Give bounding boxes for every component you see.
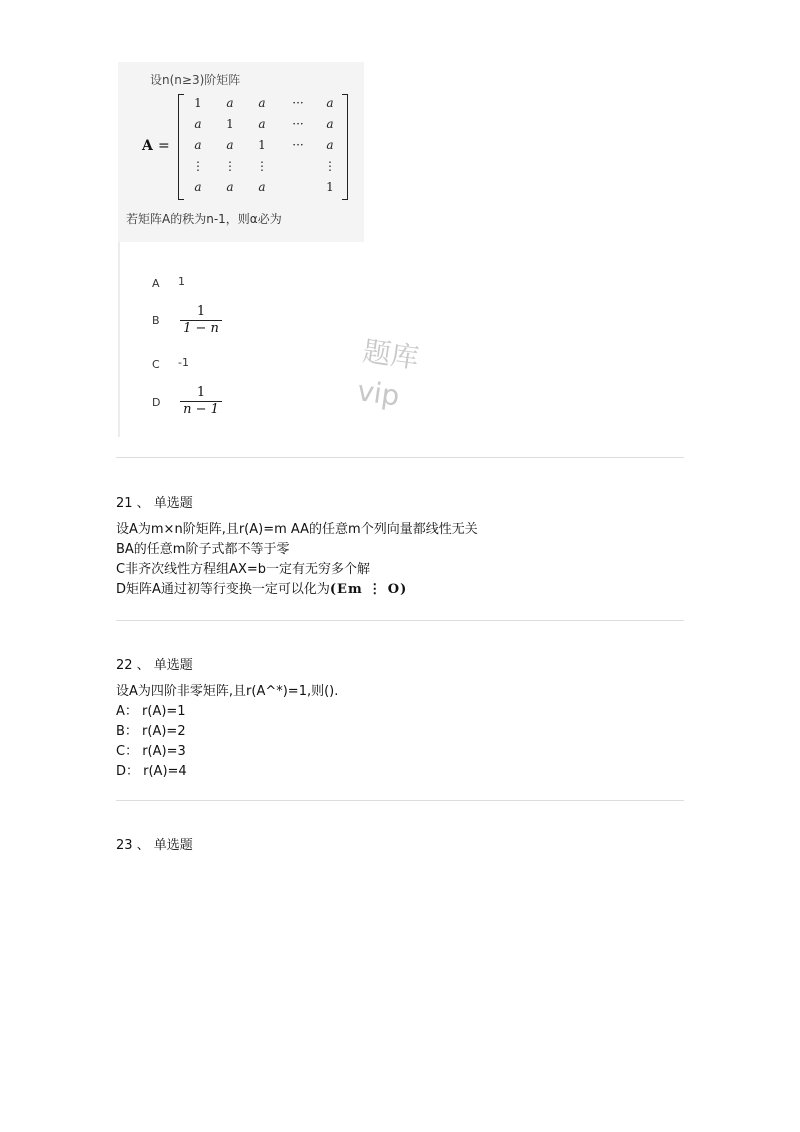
matrix-cell: a xyxy=(194,180,202,194)
option-d: D： r(A)=4 xyxy=(116,764,187,779)
divider xyxy=(116,800,684,801)
question-23 xyxy=(116,836,193,856)
matrix-cell: a xyxy=(258,180,266,194)
question-header: 23 、 单选题 xyxy=(116,838,193,853)
matrix-right-bracket xyxy=(342,94,348,200)
em-o-formula: (Em ⋮ O) xyxy=(329,582,408,597)
question-21 xyxy=(116,494,478,600)
option-b-denominator: 1 − n xyxy=(183,321,219,336)
matrix-cell: ⋮ xyxy=(224,159,236,173)
matrix-cell: ⋮ xyxy=(324,159,336,173)
matrix-cell: a xyxy=(326,96,334,110)
question-stem: 设n(n≥3)阶矩阵 xyxy=(150,73,241,87)
question-header: 22 、 单选题 xyxy=(116,658,193,673)
option-b-numerator: 1 xyxy=(196,304,206,319)
question-image xyxy=(118,62,364,437)
divider xyxy=(116,620,684,621)
matrix-cell: a xyxy=(258,96,266,110)
matrix-cell: ⋮ xyxy=(256,159,268,173)
matrix-cell: a xyxy=(326,117,334,131)
matrix-cell: a xyxy=(258,117,266,131)
matrix-cell: 1 xyxy=(194,96,202,110)
option-b: B： r(A)=2 xyxy=(116,724,186,739)
matrix-cell: 1 xyxy=(258,138,266,152)
matrix-cell: ⋮ xyxy=(192,159,204,173)
question-image-options-area xyxy=(118,242,364,437)
option-c-key: C xyxy=(152,358,160,371)
option-a-value: 1 xyxy=(178,275,185,288)
question-line-with-formula xyxy=(116,580,478,600)
matrix-cell: a xyxy=(226,180,234,194)
option-a-key: A xyxy=(152,277,160,290)
question-22 xyxy=(116,656,338,782)
matrix-cell: a xyxy=(194,117,202,131)
matrix xyxy=(178,92,348,202)
matrix-left-bracket xyxy=(178,94,184,200)
watermark-line2: vip xyxy=(355,374,402,413)
option-b-key: B xyxy=(152,314,160,327)
matrix-cell: 1 xyxy=(326,180,334,194)
matrix-cell: a xyxy=(326,138,334,152)
divider xyxy=(116,457,684,458)
matrix-cell: a xyxy=(226,96,234,110)
option-d-denominator: n − 1 xyxy=(183,402,219,417)
matrix-cell: a xyxy=(194,138,202,152)
matrix-cell: ··· xyxy=(292,117,304,131)
question-line: 设A为m×n阶矩阵,且r(A)=m AA的任意m个列向量都线性无关 xyxy=(116,522,478,537)
matrix-cell: ··· xyxy=(292,96,304,110)
option-b-fraction xyxy=(180,305,222,336)
matrix-cell: ··· xyxy=(292,138,304,152)
matrix-cell: 1 xyxy=(226,117,234,131)
question-header: 21 、 单选题 xyxy=(116,496,193,511)
matrix-label: A xyxy=(142,138,153,154)
matrix-equals: = xyxy=(158,138,170,154)
option-c-value: -1 xyxy=(178,356,189,369)
option-d-key: D xyxy=(152,396,161,409)
question-line: 设A为四阶非零矩阵,且r(A^*)=1,则(). xyxy=(116,684,339,699)
question-line: BA的任意m阶子式都不等于零 xyxy=(116,542,290,557)
question-tail: 若矩阵A的秩为n-1，则α必为 xyxy=(126,212,282,226)
matrix-cell: a xyxy=(226,138,234,152)
option-c: C： r(A)=3 xyxy=(116,744,186,759)
option-d-fraction xyxy=(180,386,222,417)
option-d-numerator: 1 xyxy=(196,385,206,400)
question-line: D矩阵A通过初等行变换一定可以化为 xyxy=(116,582,330,597)
question-image-stem-area xyxy=(118,62,364,242)
question-line: C非齐次线性方程组AX=b一定有无穷多个解 xyxy=(116,562,371,577)
option-a: A： r(A)=1 xyxy=(116,704,186,719)
watermark-line1: 题库 xyxy=(360,334,421,375)
watermark xyxy=(355,331,422,418)
